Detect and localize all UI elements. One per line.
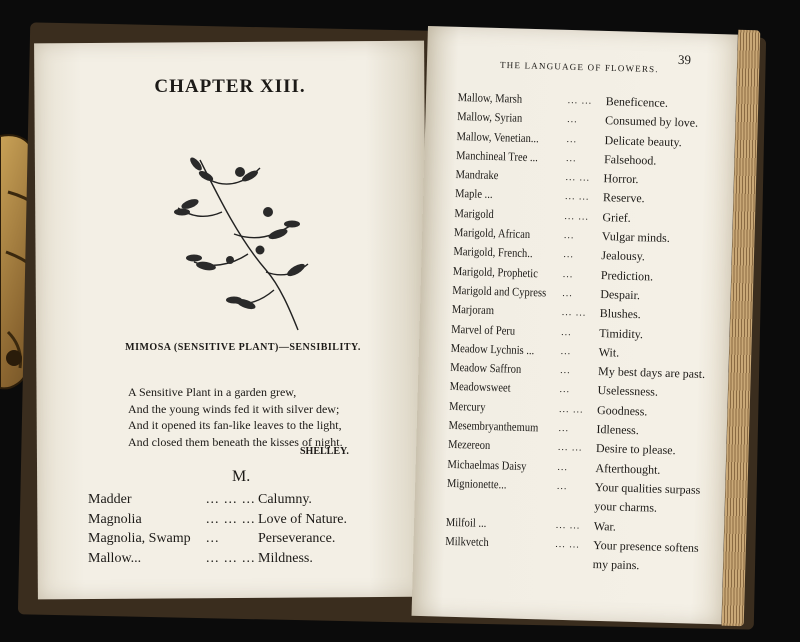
flower-meaning: Calumny. <box>258 492 312 507</box>
flower-name: Milfoil ... <box>445 514 487 530</box>
flower-meaning: Prediction. <box>600 267 654 284</box>
leader-dots: ... <box>560 345 572 358</box>
running-head: THE LANGUAGE OF FLOWERS. <box>499 59 659 75</box>
flower-meaning: Falsehood. <box>603 151 657 168</box>
list-item <box>88 510 388 530</box>
flower-meaning-continuation: my pains. <box>592 557 640 573</box>
leader-dots: ... <box>566 114 578 126</box>
flower-name: Marigold, French.. <box>453 244 533 261</box>
flower-name: Michaelmas Daisy <box>447 456 527 473</box>
flower-meaning: Perseverance. <box>258 531 336 546</box>
poem-line: A Sensitive Plant in a garden grew, <box>128 385 297 399</box>
flower-name: Marigold and Cypress <box>452 282 547 300</box>
flower-meaning: Grief. <box>602 209 631 225</box>
illustration-caption: MIMOSA (SENSITIVE PLANT)—SENSIBILITY. <box>125 342 361 353</box>
leader-dots: ... <box>563 249 575 261</box>
flower-meaning: Horror. <box>603 171 639 187</box>
poem-line: And closed them beneath the kisses of night. <box>128 434 343 449</box>
flower-meaning: Despair. <box>600 287 641 303</box>
flower-name: Milkvetch <box>445 533 489 549</box>
flower-meaning-continuation: your charms. <box>594 499 658 515</box>
leader-dots: ... ... <box>558 403 584 416</box>
poem <box>128 384 388 450</box>
flower-meaning: Blushes. <box>599 306 641 322</box>
flower-name: Mignionette... <box>446 475 507 492</box>
list-item <box>88 529 388 549</box>
flower-meaning: Delicate beauty. <box>604 132 682 149</box>
flower-name: Mallow, Syrian <box>457 109 523 126</box>
leader-dots: ... <box>562 268 574 280</box>
leader-dots: ... <box>558 422 570 435</box>
leader-dots: ... <box>563 230 575 242</box>
flower-meaning: Jealousy. <box>601 248 646 264</box>
flower-meaning: Your presence softens <box>593 537 699 555</box>
leader-dots: ... ... <box>557 442 583 454</box>
leader-dots: ... ... <box>555 519 581 532</box>
flower-name: Mezereon <box>447 437 491 453</box>
flower-name: Marigold, Prophetic <box>452 263 539 280</box>
leader-dots: ... <box>561 326 572 338</box>
flower-name: Manchineal Tree ... <box>455 147 539 165</box>
flower-meaning: Uselessness. <box>597 383 659 400</box>
flower-name: Mallow, Marsh <box>457 89 523 106</box>
leader-dots: ... ... <box>561 307 587 319</box>
flower-meaning: Love of Nature. <box>258 511 348 527</box>
flower-meaning: Desire to please. <box>595 441 676 458</box>
flower-name: Marvel of Peru <box>451 321 516 338</box>
flower-meaning: Vulgar minds. <box>601 229 671 246</box>
flower-name: Madder <box>88 492 132 507</box>
leader-dots: ... <box>556 480 568 493</box>
flower-name: Mallow... <box>88 550 142 566</box>
flower-name: Marigold <box>454 205 495 221</box>
leader-dots: ... <box>565 152 577 165</box>
leader-dots: ... <box>559 365 571 377</box>
chapter-title: CHAPTER XIII. <box>154 76 306 97</box>
flower-meaning: Timidity. <box>599 325 644 341</box>
flower-meaning: War. <box>593 518 617 534</box>
leader-dots: ... ... ... <box>206 492 256 507</box>
flower-name: Mandrake <box>455 167 499 183</box>
flower-name: Marigold, African <box>453 225 531 242</box>
flower-meaning: My best days are past. <box>597 364 706 382</box>
flower-name: Maple ... <box>454 186 493 202</box>
flower-name: Mallow, Venetian... <box>456 128 539 145</box>
flower-meaning: Mildness. <box>258 550 313 566</box>
poem-line: And the young winds fed it with silver dew; <box>128 401 340 416</box>
leader-dots: ... <box>566 133 578 145</box>
poem-author: SHELLEY. <box>300 446 349 457</box>
flower-name: Magnolia <box>88 511 142 527</box>
flower-name: Meadow Lychnis ... <box>450 340 535 358</box>
poem-line: And it opened its fan-like leaves to the light, <box>128 418 342 432</box>
left-entry-list <box>88 490 388 568</box>
leader-dots: ... <box>559 384 571 396</box>
flower-meaning: Afterthought. <box>595 460 661 477</box>
flower-name: Magnolia, Swamp <box>88 531 191 546</box>
leader-dots: ... <box>557 461 569 473</box>
leader-dots: ... ... ... <box>206 511 256 527</box>
flower-meaning: Your qualities surpass <box>594 479 701 497</box>
leader-dots: ... <box>206 531 220 546</box>
flower-meaning: Reserve. <box>602 190 645 206</box>
flower-meaning: Wit. <box>598 344 620 360</box>
page-number: 39 <box>677 51 692 68</box>
flower-name: Mesembryanthemum <box>448 417 539 435</box>
right-entry-list <box>445 88 718 577</box>
leader-dots: ... ... ... <box>206 550 256 566</box>
section-letter: M. <box>232 468 251 485</box>
flower-meaning: Idleness. <box>596 422 640 438</box>
flower-name: Meadowsweet <box>449 379 511 396</box>
flower-meaning: Goodness. <box>596 402 648 419</box>
flower-meaning: Consumed by love. <box>604 113 699 131</box>
list-item <box>88 490 388 510</box>
mimosa-plant-engraving <box>170 150 320 340</box>
flower-name: Mercury <box>448 398 486 414</box>
leader-dots: ... <box>562 287 573 300</box>
leader-dots: ... ... <box>564 191 590 204</box>
leader-dots: ... ... <box>565 172 591 184</box>
flower-name: Meadow Saffron <box>450 360 522 377</box>
flower-meaning: Beneficence. <box>605 94 669 110</box>
list-item <box>88 549 388 569</box>
flower-name: Marjoram <box>451 302 495 318</box>
leader-dots: ... ... <box>567 95 593 107</box>
leader-dots: ... ... <box>564 210 590 223</box>
leader-dots: ... ... <box>555 538 580 551</box>
